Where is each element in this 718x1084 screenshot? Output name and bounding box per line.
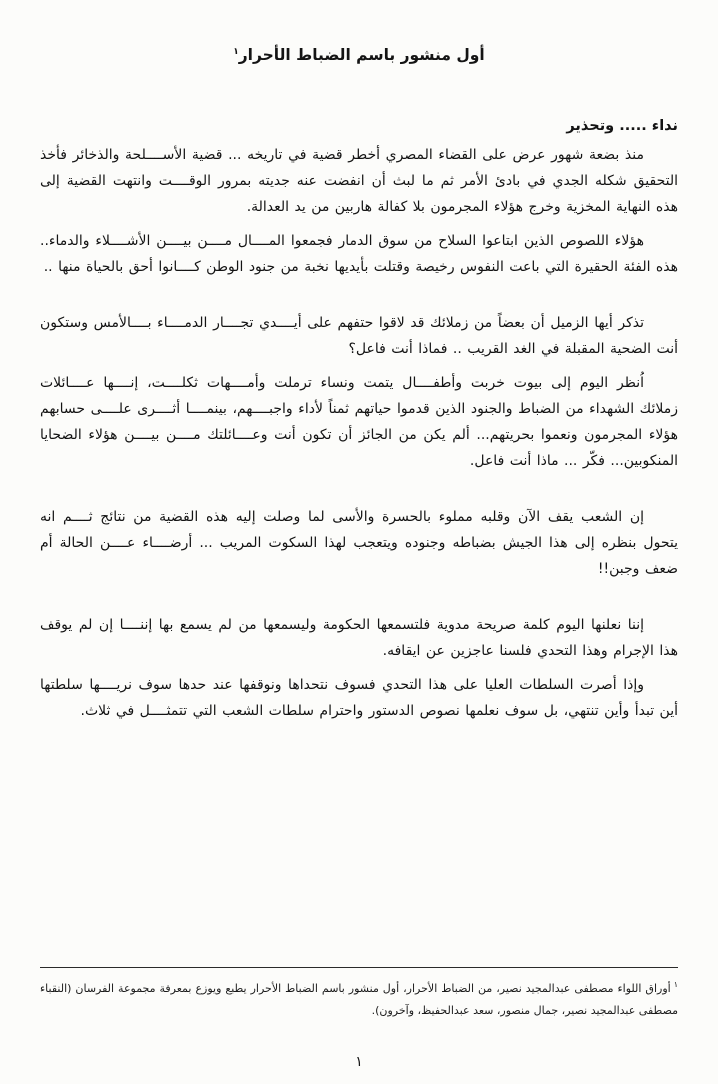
paragraph-4: اُنظر اليوم إلى بيوت خربت وأطفــــال يتمت ونساء ترملت وأمــــهات ثكلــــت، إنــــها عــــائلات زملائك الشهداء من الضباط والجنود الذين قدموا حياتهم ثمناً لأداء واجبــــهم، بينمــــا أثــــرى علــــى حسابهم هؤلاء المجرمون ونعموا بحريتهم... ألم يكن من الجائز أن تكون أنت وعــــائلتك مــــن بيــــن هؤلاء الضحايا المنكوبين... فكّر ... ماذا أنت فاعل. bbox=[40, 375, 678, 469]
paragraph-7: وإذا أصرت السلطات العليا على هذا التحدي فسوف نتحداها ونوقفها عند حدها سوف نريــــها سلطتها أين تبدأ وأين تنتهي، بل سوف نعلمها نصوص الدستور واحترام سلطات الشعب التي تتمثــــل في ثلاث. bbox=[40, 677, 678, 719]
page-number: ١ bbox=[355, 1054, 363, 1070]
paragraph-3: تذكر أيها الزميل أن بعضاً من زملائك قد لاقوا حتفهم على أيــــدي تجــــار الدمــــاء بــــالأمس وستكون أنت الضحية المقبلة في الغد القريب .. فماذا أنت فاعل؟ bbox=[40, 315, 678, 357]
paragraph-2: هؤلاء اللصوص الذين ابتاعوا السلاح من سوق الدمار فجمعوا المــــال مــــن بيــــن الأشــــلاء والدماء.. هذه الفئة الحقيرة التي باعت النفوس رخيصة وقتلت بأيديها نخبة من جنود الوطن كــــانوا أحق بالحياة منها .. bbox=[40, 233, 678, 275]
paragraph-6: إننا نعلنها اليوم كلمة صريحة مدوية فلتسمعها الحكومة وليسمعها من لم يسمع بها إننــــا إن لم يوقف هذا الإجرام وهذا التحدي فلسنا عاجزين عن ايقافه. bbox=[40, 617, 678, 659]
page-title bbox=[40, 46, 678, 64]
footnote-text: أوراق اللواء مصطفى عبدالمجيد نصير، من الضباط الأحرار، أول منشور باسم الضباط الأحرار يطبع ويوزع بمعرفة مجموعة الفرسان (النقباء مصطفى عبدالمجيد نصير، جمال منصور، سعد عبدالحفيظ، وآخرون). bbox=[40, 982, 678, 1017]
footnote-marker: ١ bbox=[673, 980, 678, 990]
salutation-line: نداء ..... وتحذير bbox=[566, 118, 678, 134]
paragraph-5: إن الشعب يقف الآن وقلبه مملوء بالحسرة والأسى لما وصلت إليه هذه القضية من نتائج ثــــم انه يتحول بنظره إلى هذا الجيش بضباطه وجنوده ويتعجب لهذا السكوت المريب ... أرضــــاء عــــن الحالة أم ضعف وجبن!! bbox=[40, 509, 678, 577]
title-footnote-marker: ١ bbox=[233, 46, 239, 57]
paragraph-1: منذ بضعة شهور عرض على القضاء المصري أخطر قضية في تاريخه ... قضية الأســــلحة والذخائر فأخذ التحقيق شكله الجدي في بادئ الأمر ثم ما لبث أن انفضت عنه جديته بمرور الوقــــت وانتهت القضية إلى هذه النهاية المخزية وخرج هؤلاء المجرمون بلا كفالة هاربين من يد العدالة. bbox=[40, 147, 678, 215]
page-title-text: أول منشور باسم الضباط الأحرار bbox=[238, 46, 485, 64]
footnote bbox=[40, 967, 678, 1022]
